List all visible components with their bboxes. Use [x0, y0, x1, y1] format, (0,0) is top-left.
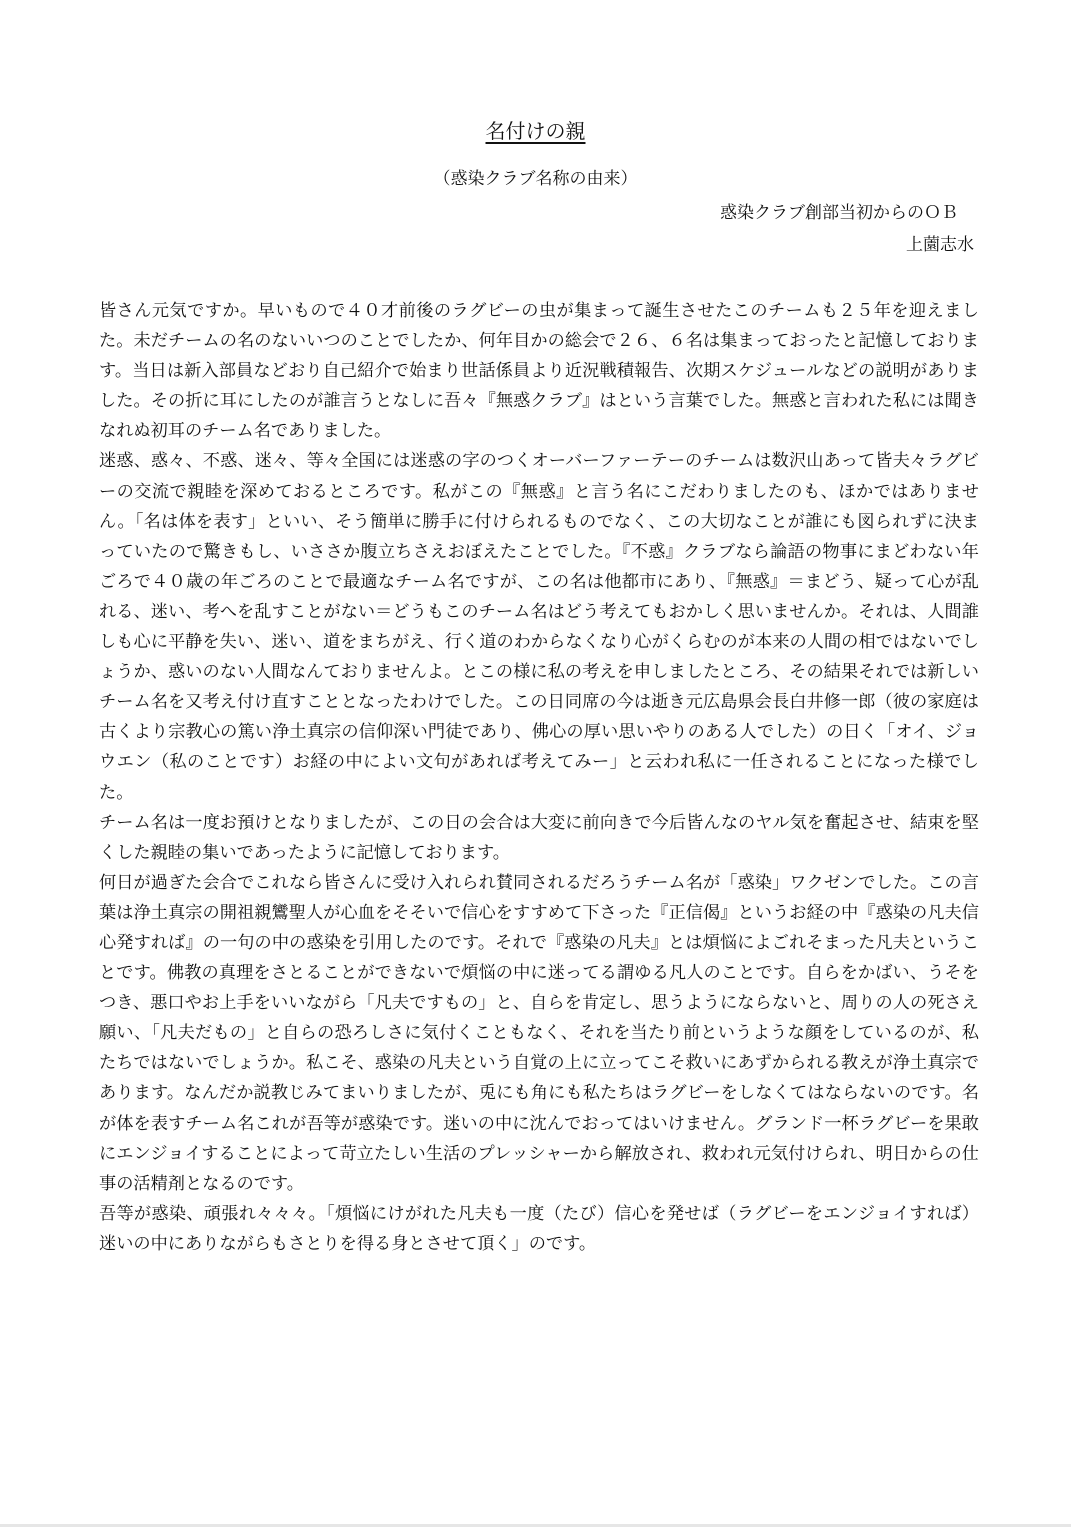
author-affiliation: 惑染クラブ創部当初からのＯＢ: [720, 203, 958, 223]
document-title: [0, 116, 1071, 146]
paragraph: 吾等が惑染、頑張れ々々々。「煩悩にけがれた凡夫も一度（たび）信心を発せば（ラグビーをエンジョイすれば）迷いの中にありながらもさとりを得る身とさせて頂く」のです。: [99, 1203, 979, 1254]
author-name: 上薗志水: [906, 235, 974, 255]
paragraph: 迷惑、惑々、不惑、迷々、等々全国には迷惑の字のつくオーバーファーテーのチームは数沢山あって皆夫々ラグビーの交流で親睦を深めておるところです。私がこの『無惑』と言う名にこだわりましたのも、ほかではありません。「名は体を表す」といい、そう簡単に勝手に付けられるものでなく、この大切なことが誰にも図られずに決まっていたので驚きもし、いささか腹立ちさえおぼえたことでした。『不惑』クラブなら論語の物事にまどわない年ごろで４０歳の年ごろのことで最適なチーム名ですが、この名は他都市にあり、『無惑』＝まどう、疑って心が乱れる、迷い、考へを乱すことがない＝どうもこのチーム名はどう考えてもおかしく思いませんか。それは、人間誰しも心に平静を失い、迷い、道をまちがえ、行く道のわからなくなり心がくらむのが本来の人間の相ではないでしょうか、惑いのない人間なんておりませんよ。とこの様に私の考えを申しましたところ、その結果それでは新しいチーム名を又考え付け直すこととなったわけでした。この日同席の今は逝き元広島県会長白井修一郎（彼の家庭は古くより宗教心の篤い浄土真宗の信仰深い門徒であり、佛心の厚い思いやりのある人でした）の日く「オイ、ジョウエン（私のことです）お経の中によい文句があれば考えてみー」と云われ私に一任されることになった様でした。: [99, 451, 979, 803]
paragraph: 何日が過ぎた会合でこれなら皆さんに受け入れられ賛同されるだろうチーム名が「惑染」ワクゼンでした。この言葉は浄土真宗の開祖親鸞聖人が心血をそそいで信心をすすめて下さった『正信偈』というお経の中『惑染の凡夫信心発すれば』の一句の中の惑染を引用したのです。それで『惑染の凡夫』とは煩悩によごれそまった凡夫ということです。佛教の真理をさとることができないで煩悩の中に迷ってる謂ゆる凡人のことです。自らをかばい、うそをつき、悪口やお上手をいいながら「凡夫ですもの」と、自らを肯定し、思うようにならないと、周りの人の死さえ願い、「凡夫だもの」と自らの恐ろしさに気付くこともなく、それを当たり前というような顔をしているのが、私たちではないでしょうか。私こそ、惑染の凡夫という自覚の上に立ってこそ救いにあずかられる教えが浄土真宗であります。なんだか説教じみてまいりましたが、兎にも角にも私たちはラグビーをしなくてはならないのです。名が体を表すチーム名これが吾等が惑染です。迷いの中に沈んでおってはいけません。グランド一杯ラグビーを果敢にエンジョイすることによって苛立たしい生活のプレッシャーから解放され、救われ元気付けられ、明日からの仕事の活精剤となるのです。: [99, 872, 979, 1194]
body-text: [99, 296, 979, 1259]
document-subtitle: （惑染クラブ名称の由来）: [433, 169, 638, 189]
paragraph: 皆さん元気ですか。早いもので４０才前後のラグビーの虫が集まって誕生させたこのチームも２５年を迎えました。未だチームの名のないいつのことでしたか、何年目かの総会で２６、６名は集まっておったと記憶しております。当日は新入部員などおり自己紹介で始まり世話係員より近況戦積報告、次期スケジュールなどの説明がありました。その折に耳にしたのが誰言うとなしに吾々『無惑クラブ』はという言葉でした。無惑と言われた私には聞きなれぬ初耳のチーム名でありました。: [99, 301, 979, 442]
paragraph: チーム名は一度お預けとなりましたが、この日の会合は大変に前向きで今后皆んなのヤル気を奮起させ、結束を堅くした親睦の集いであったように記憶しております。: [99, 812, 979, 863]
document-title-text: 名付けの親: [485, 119, 586, 143]
